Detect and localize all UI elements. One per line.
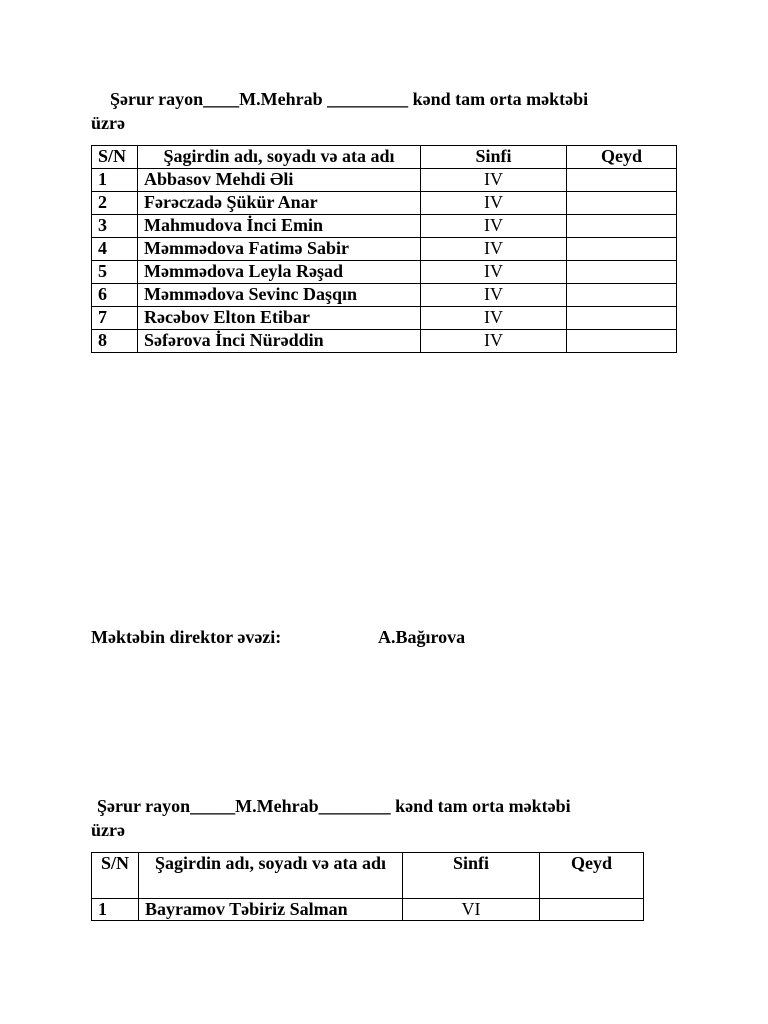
table-row bbox=[92, 215, 677, 238]
row-sn: 4 bbox=[92, 238, 138, 261]
row-name: Məmmədova Sevinc Daşqın bbox=[138, 284, 421, 307]
column-header-name: Şagirdin adı, soyadı və ata adı bbox=[139, 853, 403, 899]
row-note bbox=[567, 284, 677, 307]
column-header-sn: S/N bbox=[92, 853, 139, 899]
row-sn: 1 bbox=[92, 899, 139, 921]
row-class: VI bbox=[403, 899, 540, 921]
row-class: IV bbox=[421, 238, 567, 261]
column-header-class: Sinfi bbox=[421, 146, 567, 169]
row-sn: 8 bbox=[92, 330, 138, 353]
row-sn: 3 bbox=[92, 215, 138, 238]
row-sn: 1 bbox=[92, 169, 138, 192]
row-name: Fərəczadə Şükür Anar bbox=[138, 192, 421, 215]
table-header-row bbox=[92, 146, 677, 169]
section1-heading-line2: üzrə bbox=[91, 113, 125, 133]
table-row bbox=[92, 307, 677, 330]
row-name: Səfərova İnci Nürəddin bbox=[138, 330, 421, 353]
row-sn: 7 bbox=[92, 307, 138, 330]
table-row bbox=[92, 330, 677, 353]
row-note bbox=[567, 215, 677, 238]
signature-label: Məktəbin direktor əvəzi: bbox=[91, 627, 282, 647]
column-header-sn: S/N bbox=[92, 146, 138, 169]
table-row bbox=[92, 284, 677, 307]
row-class: IV bbox=[421, 330, 567, 353]
column-header-name: Şagirdin adı, soyadı və ata adı bbox=[138, 146, 421, 169]
row-note bbox=[567, 238, 677, 261]
row-note bbox=[567, 169, 677, 192]
column-header-class: Sinfi bbox=[403, 853, 540, 899]
row-sn: 6 bbox=[92, 284, 138, 307]
row-class: IV bbox=[421, 169, 567, 192]
row-class: IV bbox=[421, 261, 567, 284]
row-name: Məmmədova Leyla Rəşad bbox=[138, 261, 421, 284]
row-note bbox=[567, 261, 677, 284]
row-sn: 2 bbox=[92, 192, 138, 215]
row-note bbox=[540, 899, 644, 921]
row-name: Bayramov Təbiriz Salman bbox=[139, 899, 403, 921]
row-class: IV bbox=[421, 307, 567, 330]
row-name: Abbasov Mehdi Əli bbox=[138, 169, 421, 192]
row-note bbox=[567, 330, 677, 353]
table-row bbox=[92, 899, 644, 921]
row-name: Rəcəbov Elton Etibar bbox=[138, 307, 421, 330]
section2-heading-line2: üzrə bbox=[91, 820, 125, 840]
column-header-note: Qeyd bbox=[540, 853, 644, 899]
table-row bbox=[92, 169, 677, 192]
student-table-2 bbox=[91, 852, 644, 921]
row-name: Mahmudova İnci Emin bbox=[138, 215, 421, 238]
row-name: Məmmədova Fatimə Sabir bbox=[138, 238, 421, 261]
row-class: IV bbox=[421, 284, 567, 307]
section1-heading-line1: Şərur rayon____M.Mehrab _________ kənd tam orta məktəbi bbox=[110, 89, 589, 109]
row-class: IV bbox=[421, 192, 567, 215]
table-row bbox=[92, 261, 677, 284]
signature-name: A.Bağırova bbox=[378, 627, 466, 647]
row-sn: 5 bbox=[92, 261, 138, 284]
column-header-note: Qeyd bbox=[567, 146, 677, 169]
student-table-1 bbox=[91, 145, 677, 353]
row-note bbox=[567, 192, 677, 215]
row-note bbox=[567, 307, 677, 330]
table-header-row bbox=[92, 853, 644, 899]
table-row bbox=[92, 238, 677, 261]
table-row bbox=[92, 192, 677, 215]
row-class: IV bbox=[421, 215, 567, 238]
section2-heading-line1: Şərur rayon_____M.Mehrab________ kənd tam orta məktəbi bbox=[97, 796, 571, 816]
